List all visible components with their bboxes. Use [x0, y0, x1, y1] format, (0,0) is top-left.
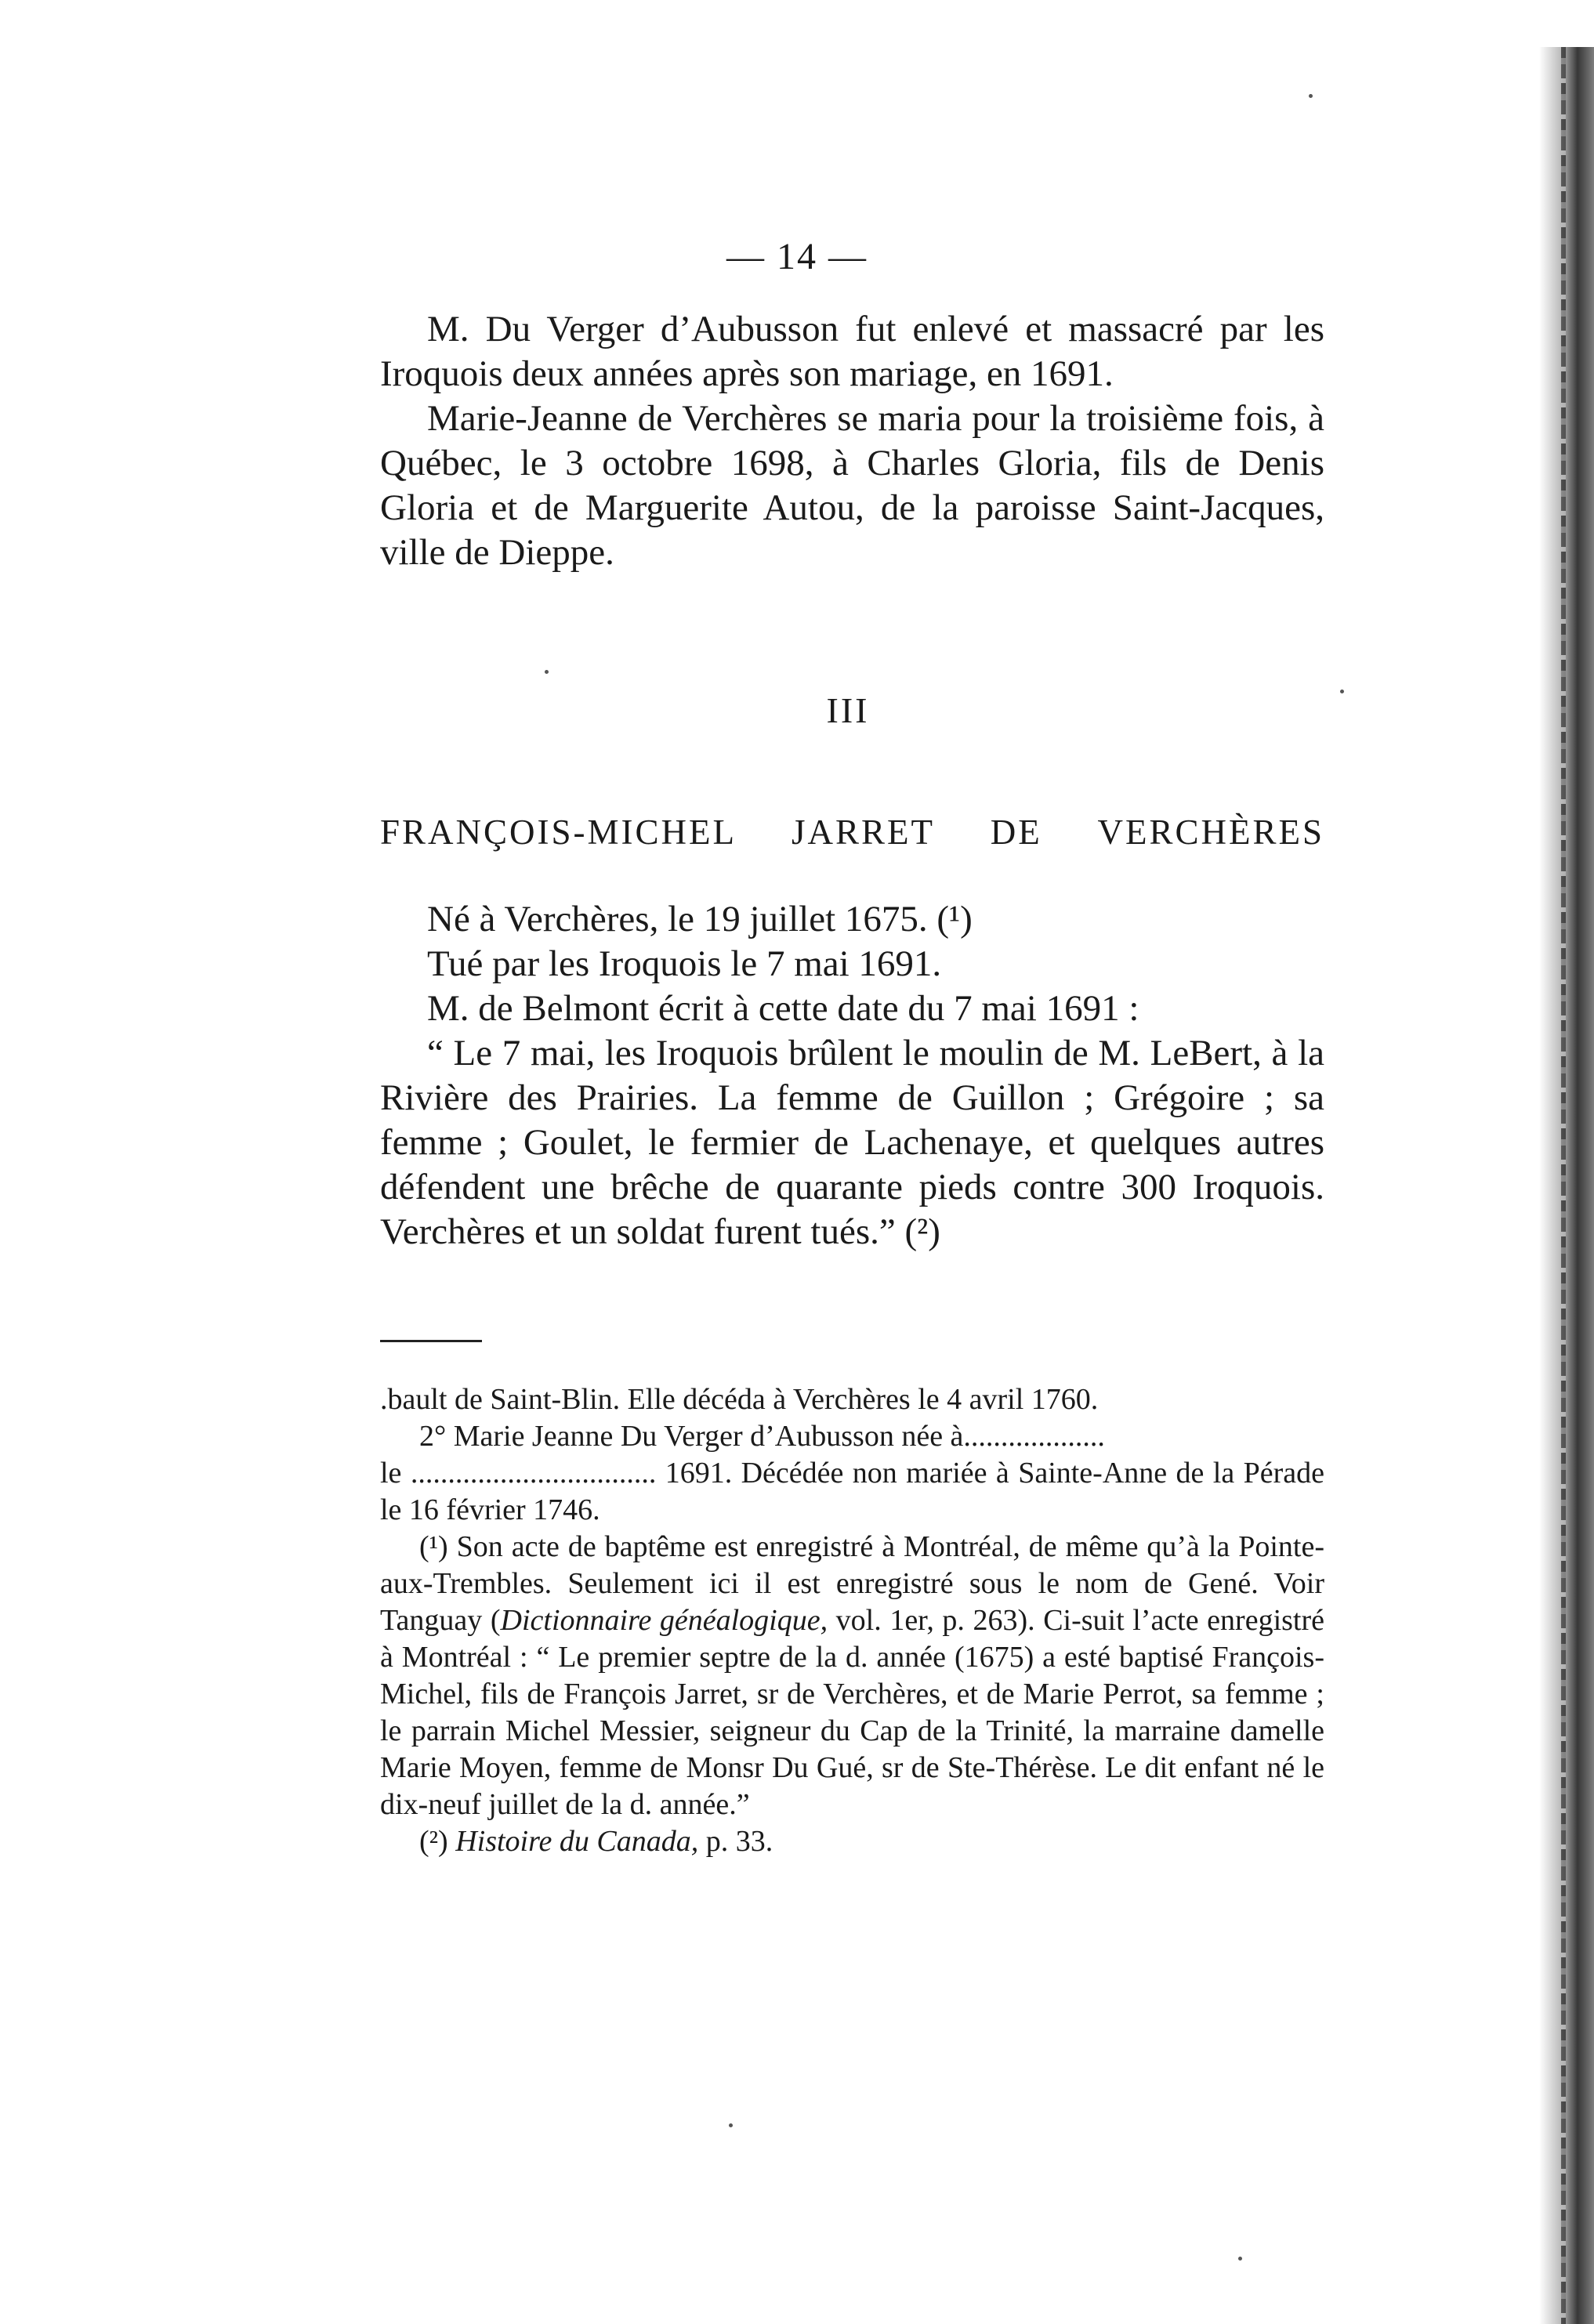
footnote-1-title: Dictionnaire généalogique,	[500, 1604, 828, 1637]
footnote-continuation-2: 2° Marie Jeanne Du Verger d’Aubusson née à...................	[419, 1420, 1105, 1453]
scan-speck	[1238, 2257, 1242, 2261]
paragraph-aubusson: M. Du Verger d’Aubusson fut enlevé et massacré par les Iroquois deux années après son mariage, en 1691.	[380, 309, 1324, 394]
footnote-1-text-end: vol. 1er, p. 263). Ci-suit l’acte enregistré à Montréal : “ Le premier septre de la d. année (1675) a esté baptisé François-Michel, fils de François Jarret, sr de Verchères, et de Marie Perrot, sa femme ; le parrain Michel Messier, seigneur du Cap de la Trinité, la marraine damelle Marie Moyen, femme de Monsr Du Gué, sr de Ste-Thérèse. Le dit enfant né le dix-neuf juillet de la d. année.”	[380, 1604, 1324, 1821]
belmont-quote: “ Le 7 mai, les Iroquois brûlent le moulin de M. LeBert, à la Rivière des Prairies. La femme de Guillon ; Grégoire ; sa femme ; Goulet, le fermier de Lachenaye, et quelques autres défendent une brêche de quarante pieds contre 300 Iroquois. Verchères et un soldat furent tués.” (²)	[380, 1033, 1324, 1252]
footnote-1-text-start: (¹) Son acte de baptême est enregistré à Montréal, de même qu’à la Pointe-aux-Trembles. Seulement ici il est enregistré sous le nom de Gené. Voir Tanguay (	[380, 1530, 1324, 1637]
scan-speck	[1309, 94, 1313, 98]
footnote-1	[380, 1529, 1324, 1823]
page-number: — 14 —	[726, 236, 868, 277]
footnotes	[380, 1381, 1324, 1860]
footnote-2-title: Histoire du Canada,	[455, 1825, 699, 1858]
binding-edge-shadow	[1539, 47, 1594, 2324]
footnote-rule	[380, 1340, 482, 1342]
footnote-2	[380, 1823, 1324, 1860]
footnote-2-text-end: p. 33.	[698, 1825, 773, 1858]
section-body	[380, 897, 1324, 1254]
scan-speck	[1340, 690, 1344, 693]
section-title: FRANÇOIS-MICHEL JARRET DE VERCHÈRES	[380, 813, 1324, 852]
footnote-2-mark: (²)	[419, 1825, 456, 1858]
belmont-line: M. de Belmont écrit à cette date du 7 mai 1691 :	[427, 988, 1139, 1029]
scan-speck	[729, 2123, 733, 2127]
death-line: Tué par les Iroquois le 7 mai 1691.	[427, 943, 942, 984]
scan-speck	[545, 670, 549, 674]
footnote-continuation-1: .bault de Saint-Blin. Elle décéda à Verchères le 4 avril 1760.	[380, 1383, 1099, 1416]
section-number: III	[826, 690, 870, 730]
intro-paragraphs	[380, 307, 1324, 575]
paragraph-marie-jeanne: Marie-Jeanne de Verchères se maria pour la troisième fois, à Québec, le 3 octobre 1698, à Charles Gloria, fils de Denis Gloria et de Marguerite Autou, de la paroisse Saint-Jacques, ville de Dieppe.	[380, 398, 1324, 573]
footnote-continuation-3: le ................................. 1691. Décédée non mariée à Sainte-Anne de la Pérade le 16 février 1746.	[380, 1457, 1324, 1526]
birth-line: Né à Verchères, le 19 juillet 1675. (¹)	[427, 899, 973, 939]
